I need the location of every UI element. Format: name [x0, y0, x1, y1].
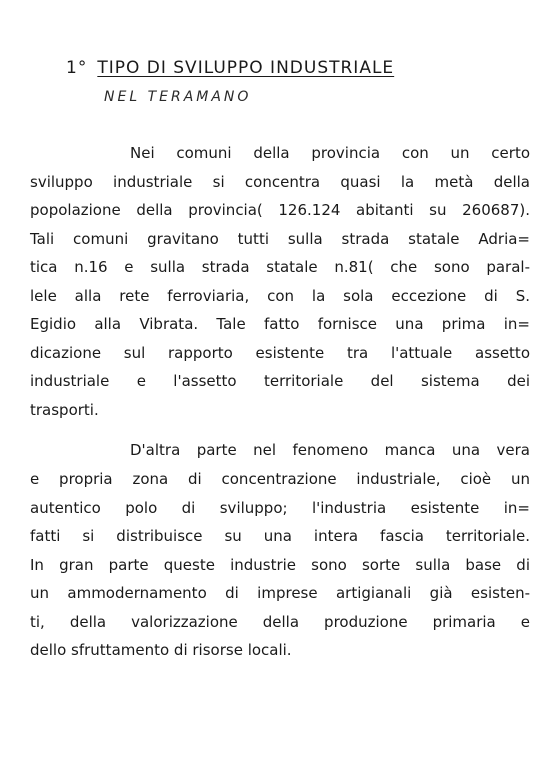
paragraph-1-line: trasporti.: [30, 400, 99, 419]
paragraph-2-line: dello sfruttamento di risorse locali.: [30, 641, 292, 660]
paragraph-1-line: popolazione della provincia( 126.124 abitanti su 260687).: [30, 201, 530, 220]
paragraph-1-line: dicazione sul rapporto esistente tra l'attuale assetto: [30, 343, 530, 362]
section-number: 1°: [66, 58, 88, 78]
paragraph-gap: [30, 424, 530, 436]
paragraph-1-line: tica n.16 e sulla strada statale n.81( che sono paral-: [30, 258, 530, 277]
paragraph-2-line: fatti si distribuisce su una intera fascia territoriale.: [30, 527, 530, 546]
paragraph-2-line: e propria zona di concentrazione industriale, cioè un: [30, 470, 530, 489]
section-title: TIPO DI SVILUPPO INDUSTRIALE: [97, 58, 395, 78]
section-heading: [66, 58, 394, 78]
paragraph-1-line: industriale e l'assetto territoriale del sistema dei: [30, 372, 530, 391]
paragraph-1-line: Tali comuni gravitano tutti sulla strada statale Adria=: [30, 229, 530, 248]
paragraph-2-line: In gran parte queste industrie sono sorte sulla base di: [30, 555, 530, 574]
paragraph-2-line: ti, della valorizzazione della produzione primaria e: [30, 612, 530, 631]
paragraph-1-line: sviluppo industriale si concentra quasi la metà della: [30, 172, 530, 191]
paragraph-1-line: Nei comuni della provincia con un certo: [130, 144, 530, 162]
body-text: [30, 139, 530, 665]
handwritten-subtitle: NEL TERAMANO: [104, 89, 252, 105]
paragraph-1-line: lele alla rete ferroviaria, con la sola eccezione di S.: [30, 286, 530, 305]
paragraph-2-line: autentico polo di sviluppo; l'industria esistente in=: [30, 498, 530, 517]
paragraph-1-line: Egidio alla Vibrata. Tale fatto fornisce una prima in=: [30, 315, 530, 334]
paragraph-2-line: D'altra parte nel fenomeno manca una vera: [130, 441, 530, 460]
paragraph-2-line: un ammodernamento di imprese artigianali già esisten-: [30, 584, 530, 603]
